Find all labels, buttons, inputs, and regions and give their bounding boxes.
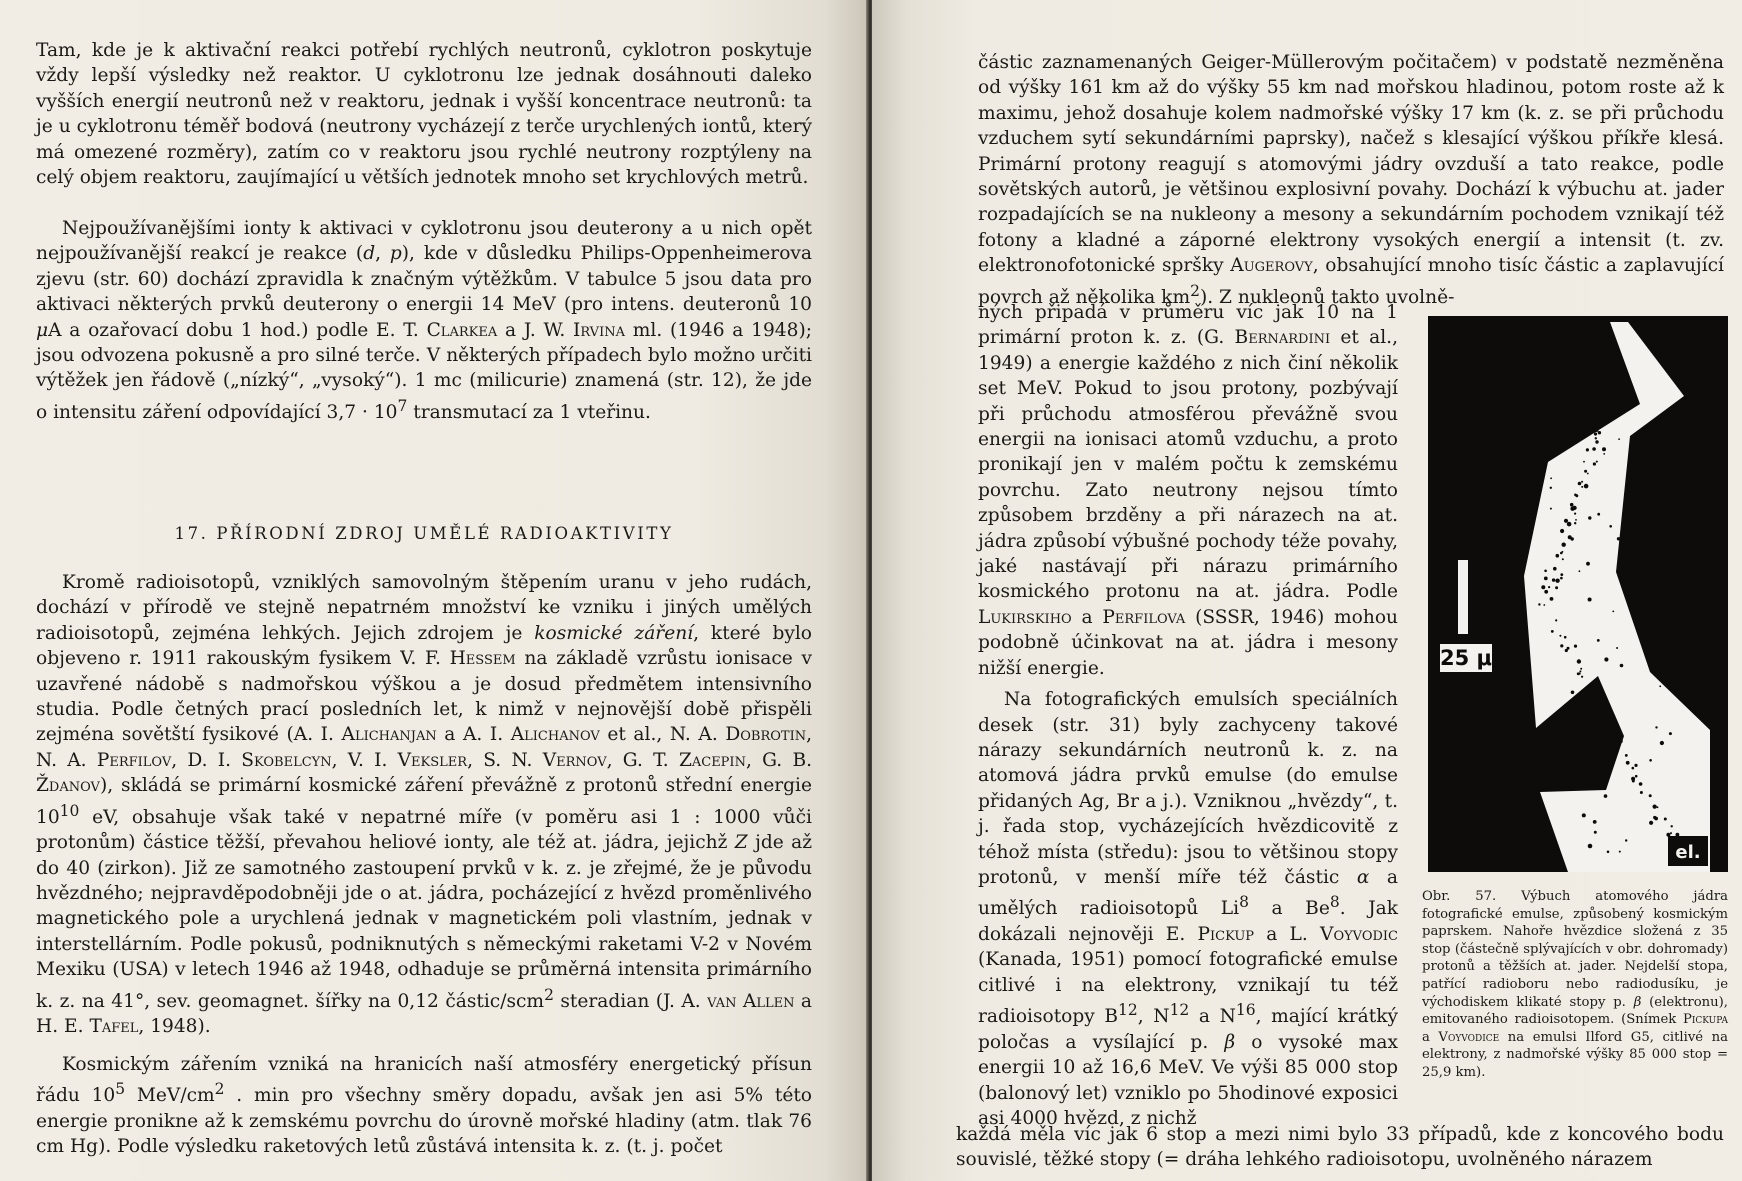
paragraph-bottom: každá měla víc jak 6 stop a mezi nimi bylo 33 případů, kde z koncového bodu souvislé, těžké stopy (= dráha lehkého radioisotopu, uvolněného nárazem (956, 1124, 1724, 1171)
grain-dot (1560, 552, 1563, 555)
grain-dot (1594, 432, 1597, 435)
grain-dot (1604, 794, 1608, 798)
grain-dot (1638, 489, 1641, 492)
grain-dot (1595, 437, 1597, 439)
grain-dot (1597, 688, 1600, 691)
grain-dot (1612, 715, 1615, 718)
grain-dot (1578, 482, 1582, 486)
grain-dot (1604, 657, 1608, 661)
grain-dot (1607, 851, 1610, 854)
grain-dot (1617, 537, 1620, 540)
grain-dot (1570, 503, 1574, 507)
author-name: Pickup (1197, 923, 1255, 945)
grain-dot (1612, 611, 1614, 613)
grain-dot (1560, 529, 1564, 533)
grain-dot (1653, 805, 1657, 809)
grain-dot (1544, 570, 1547, 573)
figure-caption: Obr. 57. Výbuch atomového jádra fotografické emulse, způsobený kosmickým paprskem. Nahoře hvězdice složená z 35 stop (částečně splývajících v obr. dohromady) protonů a těžších at. jader. Nejdelší stopa, patřící radioboru nebo radiodusíku, je východiskem klikaté stopy p. β (elektronu), emitovaného radioisotopem. (Snímek Pickupa a Voyvodice na emulsi Ilford G5, citlivé na elektrony, z nadmořské výšky 85 000 stop = 25,9 km). (1422, 889, 1728, 1080)
grain-dot (1659, 685, 1661, 687)
author-name: Dobrotin (725, 724, 807, 746)
right-column-narrow (978, 300, 1398, 1131)
grain-dot (1615, 731, 1618, 734)
grain-dot (1581, 481, 1583, 483)
grain-dot (1640, 791, 1643, 794)
grain-dot (1544, 590, 1548, 594)
grain-dot (1555, 586, 1558, 589)
grain-dot (1636, 483, 1638, 485)
grain-dot (1556, 554, 1560, 558)
grain-dot (1593, 820, 1597, 824)
grain-dot (1601, 711, 1604, 714)
grain-dot (1579, 570, 1581, 572)
author-name: Hessem (449, 648, 516, 670)
grain-dot (1560, 573, 1563, 576)
grain-dot (1584, 470, 1587, 473)
grain-dot (1655, 726, 1657, 728)
grain-dot (1581, 486, 1583, 488)
grain-dot (1596, 702, 1599, 705)
author-name: Ždanov (36, 775, 100, 797)
author-name: van Allen (707, 990, 795, 1012)
grain-dot (1550, 597, 1554, 601)
grain-dot (1550, 508, 1552, 510)
author-name: Bernardini (1234, 327, 1331, 349)
author-name: Alichanov (510, 724, 600, 746)
grain-dot (1562, 543, 1566, 547)
author-name: Perfilov (96, 749, 172, 771)
paragraph-nucleons: ných připadá v průměru víc jak 10 na 1 primární proton k. z. (G. Bernardini et al., 1949) a energie každého z nich činí několik set MeV. Pokud to jsou protony, pozbývají při průchodu atmosférou převážně svou energii na ionisaci atomů vzduchu, a proto pronikají jen v malém počtu k zemskému povrchu. Zato neutrony nejsou tímto způsobem brzděny a při nárazech na at. jádra způsobí výbušné pochody téže povahy, jaké nastávají při nárazu primárního kosmického protonu na at. jádra. Podle Lukirskiho a Perfilova (SSSR, 1946) mohou podobně účinkovat na at. jádra i mesony nižší energie. (978, 302, 1399, 679)
grain-dot (1627, 589, 1629, 591)
grain-dot (1625, 839, 1627, 841)
grain-dot (1538, 603, 1540, 605)
grain-dot (1585, 426, 1589, 430)
paragraph-emulsions: Na fotografických emulsích speciálních desek (str. 31) byly zachyceny takové nárazy sekundárních neutronů k. z. na atomová jádra prvků emulse (do emulse přidaných Ag, Br a j.). Vzniknou „hvězdy“, t. j. řada stop, vycházejících hvězdicovitě z téhož místa (středu): jsou to většinou stopy protonů, v menší míře též částic α a umělých radioisotopů Li$^8$ a Be$^8$. Jak dokázali nejnověji E. Pickup a L. Voyvodic (Kanada, 1951) pomocí fotografické emulse citlivé i na elektrony, vznikají tu též radioisotopy $B^{12}$, $N^{12}$ a $N^{16}$, mající krátký poločas a vysílající p. β o vysoké max energii 10 až 16,6 MeV. Ve výši 85 000 stop (balonový let) vzniklo po 5hodinové exposici asi 4000 hvězd, z nichž (978, 689, 1399, 1129)
grain-dot (1541, 585, 1545, 589)
grain-dot (1590, 689, 1592, 691)
grain-dot (1683, 659, 1685, 661)
grain-dot (1674, 687, 1678, 691)
grain-dot (1620, 664, 1624, 668)
grain-dot (1671, 825, 1673, 827)
corner-label: el. (1675, 842, 1701, 863)
grain-dot (1649, 794, 1652, 797)
grain-dot (1616, 647, 1618, 649)
grain-dot (1588, 844, 1593, 849)
grain-dot (1635, 775, 1638, 778)
grain-dot (1681, 642, 1683, 644)
author-name: Irvina (573, 319, 625, 341)
grain-dot (1597, 411, 1599, 413)
paragraph-intensity: částic zaznamenaných Geiger-Müllerovým počitačem) v podstatě nezměněna od výšky 161 km až do výšky 55 km nad mořskou hladinou, potom roste až k maximu, jehož dosahuje kolem nadmořské výšky 17 km (k. z. se při průchodu vzduchem sytí sekundárními paprsky), načež s klesající výškou příkře klesá. Primární protony reagují s atomovými jádry ovzduší a tato reakce, podle sovětských autorů, je většinou explosivní povahy. Dochází k výbuchu at. jader rozpadajících se na nukleony a mesony a sekundárním pochodem vznikají též fotony a kladné a záporné elektrony vysokých energií a intensit (t. zv. elektronofotonické spršky Augerovy, obsahující mnoho tisíc částic a zaplavující povrch až několika $km^2$). Z nukleonů takto uvolně- (978, 52, 1724, 308)
grain-dot (1584, 484, 1589, 489)
grain-dot (1555, 619, 1557, 621)
grain-dot (1597, 513, 1600, 516)
grain-dot (1575, 494, 1578, 497)
paragraph-energy-flux: Kosmickým zářením vzniká na hranicích naší atmosféry energetický přísun řádu $10^5$ MeV/$cm^2$ . min pro všechny směry dopadu, avšak jen asi 5% této energie pronikne až k zemskému povrchu do úrovně mořské hladiny (atm. tlak 76 cm Hg). Podle výsledku raketových letů zůstává intensita k. z. (t. j. počet (36, 1054, 812, 1158)
grain-dot (1560, 644, 1563, 647)
author-name: Alichanjan (341, 724, 437, 746)
grain-dot (1551, 630, 1554, 633)
grain-dot (1596, 707, 1598, 709)
grain-dot (1562, 558, 1564, 560)
grain-dot (1594, 425, 1597, 428)
author-name: Tafel (89, 1016, 139, 1038)
grain-dot (1553, 567, 1557, 571)
grain-dot (1597, 639, 1600, 642)
grain-dot (1586, 448, 1589, 451)
grain-dot (1647, 631, 1650, 634)
grain-dot (1603, 409, 1606, 412)
grain-dot (1564, 704, 1567, 707)
grain-dot (1634, 764, 1637, 767)
grain-dot (1596, 461, 1598, 463)
grain-dot (1660, 492, 1665, 497)
grain-dot (1639, 782, 1643, 786)
grain-dot (1580, 668, 1582, 670)
grain-dot (1595, 428, 1599, 432)
grain-dot (1548, 586, 1550, 588)
section-heading: 17. PŘÍRODNÍ ZDROJ UMĚLÉ RADIOAKTIVITY (174, 524, 674, 543)
grain-dot (1550, 477, 1552, 479)
grain-dot (1619, 739, 1623, 743)
grain-dot (1605, 719, 1609, 723)
author-name: Voyvodice (1438, 1029, 1500, 1045)
grain-dot (1571, 537, 1574, 540)
grain-dot (1660, 741, 1664, 745)
grain-dot (1615, 748, 1619, 752)
grain-dot (1574, 645, 1577, 648)
grain-dot (1588, 598, 1592, 602)
paragraph-natural-source: Kromě radioisotopů, vzniklých samovolným štěpením uranu v jeho rudách, dochází v přírodě ve stejně nepatrném množství ke vzniku i jiných umělých radioisotopů, zejména lehkých. Jejich zdrojem je kosmické záření, které bylo objeveno r. 1911 rakouským fysikem V. F. Hessem na základě vzrůstu ionisace v uzavřené nádobě s nadmořskou výškou a je dosud předmětem intensivního studia. Podle četných prací posledních let, k nimž v nejnovější době přispěli zejména sovětští fysikové (A. I. Alichanjan a A. I. Alichanov et al., N. A. Dobrotin, N. A. Perfilov, D. I. Skobelcyn, V. I. Veksler, S. N. Vernov, G. T. Zacepin, G. B. Ždanov), skládá se primární kosmické záření převážně z protonů střední energie $10^{10}$ eV, obsahuje však také v nepatrné míře (v poměru asi 1 : 1000 vůči protonům) částice těžší, převahou heliové ionty, ale též at. jádra, jejichž Z jde až do 40 (zirkon). Již ze samotného zastoupení prvků v k. z. je zřejmé, že je původu hvězdného; nejpravděpodobněji jde o at. jádra, pocházející z hvězd proměnlivého magnetického pole a urychlená jednak v magnetickém poli vlastním, jednak v interstellárním. Podle pokusů, podniknutých s německými raketami V-2 v Novém Mexiku (USA) v letech 1946 až 1948, odhaduje se průměrná intensita primárního k. z. na 41°, sev. geomagnet. šířky na 0,12 částic/scm$^2$ steradian (J. A. van Allen a H. E. Tafel, 1948). (36, 572, 813, 1038)
grain-dot (1564, 519, 1568, 523)
paragraph-deuterons: Nejpoužívanějšími ionty k aktivaci v cyklotronu jsou deuterony a u nich opět nejpoužívanější reakcí je reakce (d, p), kde v důsledku Philips-Oppenheimerova zjevu (str. 60) dochází zpravidla k značným výtěžkům. V tabulce 5 jsou data pro aktivaci některých prvků deuterony o energii 14 MeV (pro intens. deuteronů 10 μA a ozařovací dobu 1 hod.) podle E. T. Clarkea a J. W. Irvina ml. (1946 a 1948); jsou odvozena pokusně a pro silné terče. V některých případech bylo možno určiti výtěžek jen řádově („nízký“, „vysoký“). 1 mc (milicurie) znamená (str. 12), že jde o intensitu záření odpovídající $3,7 \cdot 10^7$ transmutací za 1 vteřinu. (36, 218, 812, 424)
grain-dot (1573, 506, 1577, 510)
grain-dot (1559, 635, 1561, 637)
grain-dot (1669, 732, 1672, 735)
author-name: Vernov (542, 749, 607, 771)
grain-dot (1664, 818, 1667, 821)
grain-dot (1567, 522, 1572, 527)
grain-dot (1649, 759, 1652, 762)
grain-dot (1571, 691, 1575, 695)
grain-dot (1583, 461, 1585, 463)
author-name: Zacepin (678, 749, 746, 771)
grain-dot (1670, 664, 1674, 668)
grain-dot (1592, 447, 1596, 451)
left-page (0, 0, 868, 1181)
grain-dot (1595, 440, 1598, 443)
author-name: Skobelcyn (241, 749, 332, 771)
grain-dot (1545, 740, 1549, 744)
grain-dot (1567, 647, 1570, 650)
scale-label: 25 μ (1440, 646, 1492, 670)
grain-dot (1664, 427, 1668, 431)
grain-dot (1544, 577, 1548, 581)
grain-dot (1571, 740, 1575, 744)
grain-dot (1596, 692, 1598, 694)
grain-dot (1575, 519, 1577, 521)
grain-dot (1579, 670, 1581, 672)
grain-dot (1552, 578, 1555, 581)
grain-dot (1626, 761, 1630, 765)
grain-dot (1564, 636, 1567, 639)
scale-bar (1458, 560, 1468, 634)
author-name: Augerovy (1230, 255, 1313, 277)
grain-dot (1594, 831, 1597, 834)
grain-dot (1654, 817, 1658, 821)
grain-dot (1602, 447, 1606, 451)
grain-dot (1628, 584, 1630, 586)
author-name: Clarkea (426, 319, 498, 341)
grain-dot (1577, 659, 1581, 663)
grain-dot (1582, 813, 1586, 817)
grain-dot (1600, 417, 1603, 420)
grain-dot (1618, 438, 1620, 440)
grain-dot (1574, 522, 1576, 524)
grain-dot (1670, 832, 1672, 834)
grain-dot (1588, 516, 1591, 519)
author-name: Perfilova (1102, 606, 1186, 628)
emulsion-photograph (1428, 316, 1728, 872)
grain-dot (1557, 733, 1560, 736)
grain-dot (1598, 431, 1601, 434)
paragraph-cyclotron: Tam, kde je k aktivační reakci potřebí rychlých neutronů, cyklotron poskytuje vždy lepší výsledky než reaktor. U cyklotronu lze jednak dosáhnouti daleko vyšších energií neutronů než v reaktoru, jednak i vyšší koncentrace neutronů: ta je u cyklotronu téměř bodová (neutrony vycházejí z terče urychlených iontů, který má omezené rozměry), zatím co v reaktoru jsou rychlé neutrony rozptýleny na celý objem reaktoru, zaujímající u větších jednotek mnoho set krychlových metrů. (36, 40, 812, 189)
grain-dot (1543, 604, 1545, 606)
grain-dot (1586, 562, 1590, 566)
author-name: Veksler (397, 749, 468, 771)
grain-dot (1593, 462, 1596, 465)
cosmic-ray-star-image (1428, 316, 1728, 872)
grain-dot (1587, 473, 1589, 475)
grain-dot (1574, 513, 1576, 515)
grain-dot (1656, 806, 1658, 808)
grain-dot (1609, 525, 1612, 528)
author-name: Voyvodic (1320, 923, 1399, 945)
grain-dot (1632, 780, 1635, 783)
grain-dot (1611, 724, 1613, 726)
grain-dot (1681, 683, 1683, 685)
grain-dot (1581, 676, 1583, 678)
grain-dot (1625, 754, 1628, 757)
grain-dot (1634, 587, 1637, 590)
grain-dot (1672, 461, 1675, 464)
grain-dot (1556, 726, 1560, 730)
grain-dot (1670, 567, 1672, 569)
grain-dot (1578, 672, 1580, 674)
grain-dot (1603, 453, 1605, 455)
grain-dot (1615, 725, 1618, 728)
author-name: Lukirskiho (978, 606, 1072, 628)
grain-dot (1550, 487, 1552, 489)
grain-dot (1649, 821, 1653, 825)
grain-dot (1657, 596, 1660, 599)
author-name: Pickupa (1682, 1012, 1728, 1028)
grain-dot (1560, 577, 1563, 580)
grain-dot (1600, 426, 1602, 428)
grain-dot (1555, 579, 1559, 583)
grain-dot (1632, 767, 1635, 770)
grain-dot (1619, 851, 1621, 853)
